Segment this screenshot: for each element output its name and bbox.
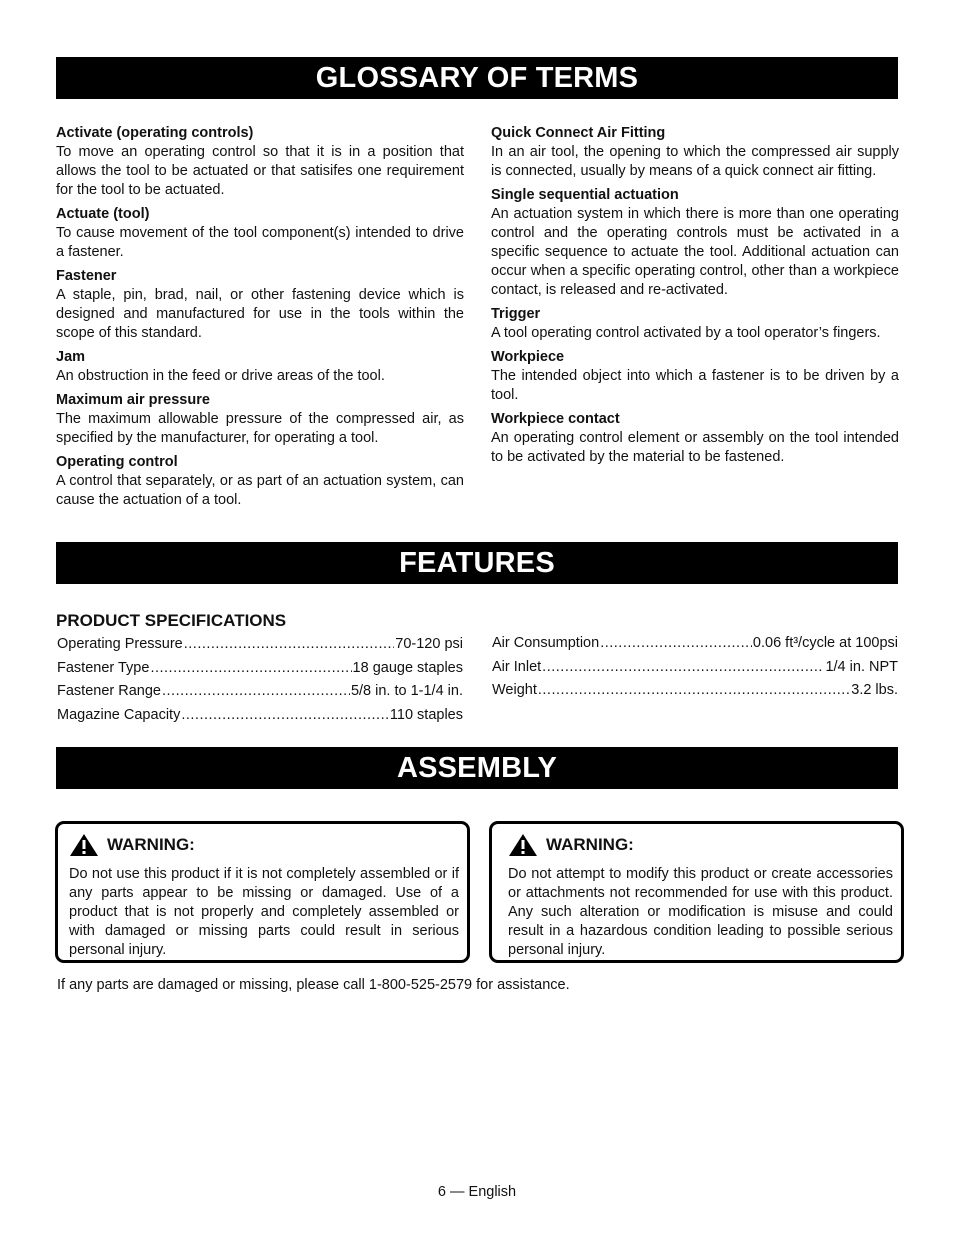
glossary-term	[56, 267, 464, 343]
term-title: Workpiece contact	[491, 411, 620, 427]
warning-triangle-icon	[508, 833, 538, 857]
spec-label: Fastener Type	[57, 659, 150, 676]
spec-value: 70-120 psi	[395, 636, 463, 652]
specs-left	[57, 636, 463, 730]
term-definition: A control that separately, or as part of an actuation system, can cause the actuation of a tool.	[56, 473, 464, 508]
term-title: Trigger	[491, 306, 541, 322]
leader-dots	[184, 636, 395, 652]
term-title: Quick Connect Air Fitting	[491, 125, 666, 141]
spec-label: Air Consumption	[492, 635, 600, 651]
spec-row	[492, 659, 898, 683]
product-specifications-heading: PRODUCT SPECIFICATIONS	[56, 611, 287, 630]
leader-dots	[600, 635, 752, 651]
warning-box-left	[55, 821, 470, 963]
glossary-term	[491, 305, 899, 343]
glossary-term	[491, 186, 899, 300]
page-footer: 6 — English	[437, 1184, 517, 1200]
spec-label: Fastener Range	[57, 683, 161, 699]
spec-value: 3.2 lbs.	[851, 682, 898, 698]
glossary-term	[491, 124, 899, 181]
term-definition: An actuation system in which there is more than one operating control and the operating controls must be activated in a specific sequence to actuate the tool. Additional actuation can occur when a specific operating control, other than a workpiece contact, is released and re-activated.	[491, 206, 899, 298]
term-definition: The maximum allowable pressure of the compressed air, as specified by the manufacturer, for operating a tool.	[56, 411, 464, 446]
glossary-term	[56, 391, 464, 448]
spec-row	[492, 682, 898, 706]
term-title: Maximum air pressure	[56, 392, 210, 408]
assembly-banner	[56, 747, 898, 789]
term-title: Workpiece	[491, 349, 565, 365]
spec-row	[57, 683, 463, 707]
glossary-term	[491, 348, 899, 405]
spec-label: Operating Pressure	[57, 636, 183, 652]
leader-dots	[181, 707, 389, 723]
warning-box-right	[489, 821, 904, 963]
glossary-term	[56, 205, 464, 262]
leader-dots	[150, 660, 351, 676]
term-title: Fastener	[56, 268, 117, 284]
features-title: FEATURES	[399, 547, 555, 579]
leader-dots	[538, 682, 850, 698]
spec-label: Magazine Capacity	[57, 706, 181, 723]
spec-value: 5/8 in. to 1-1/4 in.	[350, 683, 463, 699]
assembly-title: ASSEMBLY	[396, 752, 558, 784]
term-definition: In an air tool, the opening to which the compressed air supply is connected, usually by means of a quick connect air fitting.	[491, 144, 899, 179]
term-definition: An operating control element or assembly on the tool intended to be activated by the material to be fastened.	[491, 430, 899, 465]
glossary-left-column	[56, 124, 464, 515]
leader-dots	[162, 683, 350, 699]
spec-value: 1/4 in. NPT	[825, 658, 898, 675]
glossary-term	[56, 453, 464, 510]
spec-row	[57, 707, 463, 731]
spec-label: Weight	[492, 682, 537, 698]
warning-heading: WARNING:	[107, 835, 195, 854]
term-definition: A tool operating control activated by a tool operator’s fingers.	[491, 325, 881, 341]
term-title: Actuate (tool)	[56, 206, 150, 222]
term-title: Jam	[56, 349, 86, 365]
term-definition: The intended object into which a fastener is to be driven by a tool.	[491, 368, 899, 403]
term-title: Single sequential actuation	[491, 187, 679, 203]
glossary-right-column	[491, 124, 899, 472]
spec-label: Air Inlet	[492, 658, 542, 675]
term-definition: A staple, pin, brad, nail, or other fastening device which is designed and manufactured for use in the tools within the scope of this standard.	[56, 287, 464, 341]
term-definition: An obstruction in the feed or drive areas of the tool.	[56, 368, 385, 384]
term-definition: To cause movement of the tool component(s) intended to drive a fastener.	[56, 225, 464, 260]
glossary-term	[491, 410, 899, 467]
glossary-banner	[56, 57, 898, 99]
features-banner	[56, 542, 898, 584]
glossary-title: GLOSSARY OF TERMS	[315, 62, 639, 94]
warning-heading-row	[69, 830, 459, 860]
spec-value: 18 gauge staples	[352, 659, 463, 676]
spec-value: 0.06 ft³/cycle at 100psi	[752, 635, 898, 651]
term-title: Activate (operating controls)	[56, 125, 254, 141]
spec-row	[57, 636, 463, 660]
warning-heading-row	[508, 830, 893, 860]
spec-row	[492, 635, 898, 659]
specs-right	[492, 635, 898, 706]
glossary-term	[56, 124, 464, 200]
term-definition: To move an operating control so that it is in a position that allows the tool to be actuated or that satisifes one requirement for the tool to be actuated.	[56, 144, 464, 198]
spec-row	[57, 660, 463, 684]
warning-text: Do not attempt to modify this product or create accessories or attachments not recommended for use with this product. Any such alteration or modification is misuse and could result in a hazardous condition leading to possible serious personal injury.	[508, 866, 893, 958]
warning-heading: WARNING:	[546, 835, 634, 854]
warning-triangle-icon	[69, 833, 99, 857]
warning-text: Do not use this product if it is not completely assembled or if any parts appear to be missing or damaged. Use of a product that is not properly and completely assembled or with damaged or missing parts could result in serious personal injury.	[69, 866, 459, 958]
assistance-note: If any parts are damaged or missing, please call 1-800-525-2579 for assistance.	[57, 977, 570, 993]
term-title: Operating control	[56, 454, 178, 470]
spec-value: 110 staples	[389, 706, 463, 723]
leader-dots	[542, 659, 824, 675]
glossary-term	[56, 348, 464, 386]
